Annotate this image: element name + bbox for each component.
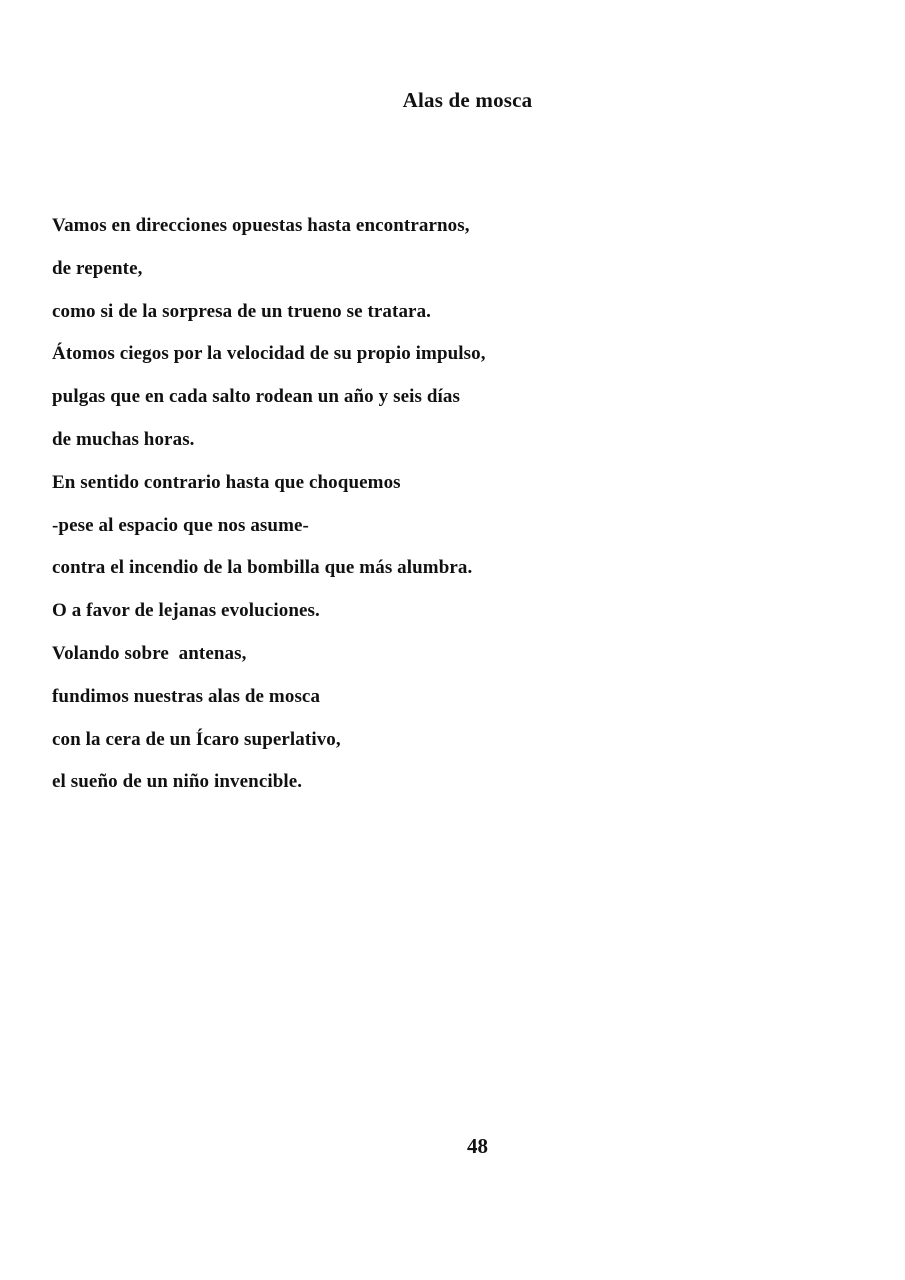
poem-verse: Volando sobre antenas,: [52, 642, 247, 664]
poem-title: Alas de mosca: [402, 88, 533, 112]
poem-verse: Vamos en direcciones opuestas hasta encontrarnos,: [52, 215, 470, 236]
poem-verse: pulgas que en cada salto rodean un año y seis días: [52, 386, 460, 408]
poem-verse: de muchas horas.: [52, 428, 195, 450]
poem-verse: el sueño de un niño invencible.: [52, 771, 303, 793]
poem-verse: En sentido contrario hasta que choquemos: [52, 471, 401, 493]
poem-verse: -pese al espacio que nos asume-: [52, 514, 309, 536]
poem-verse: fundimos nuestras alas de mosca: [52, 685, 321, 707]
poem-verse: O a favor de lejanas evoluciones.: [52, 600, 320, 622]
poem-body: [52, 210, 486, 809]
poem-verse: con la cera de un Ícaro superlativo,: [52, 728, 341, 750]
poem-verse: como si de la sorpresa de un trueno se tratara.: [52, 300, 432, 322]
page-number: 48: [467, 1134, 488, 1158]
poem-verse: contra el incendio de la bombilla que más alumbra.: [52, 557, 473, 579]
poem-verse: Átomos ciegos por la velocidad de su propio impulso,: [52, 343, 486, 365]
poem-verse: de repente,: [52, 257, 143, 279]
